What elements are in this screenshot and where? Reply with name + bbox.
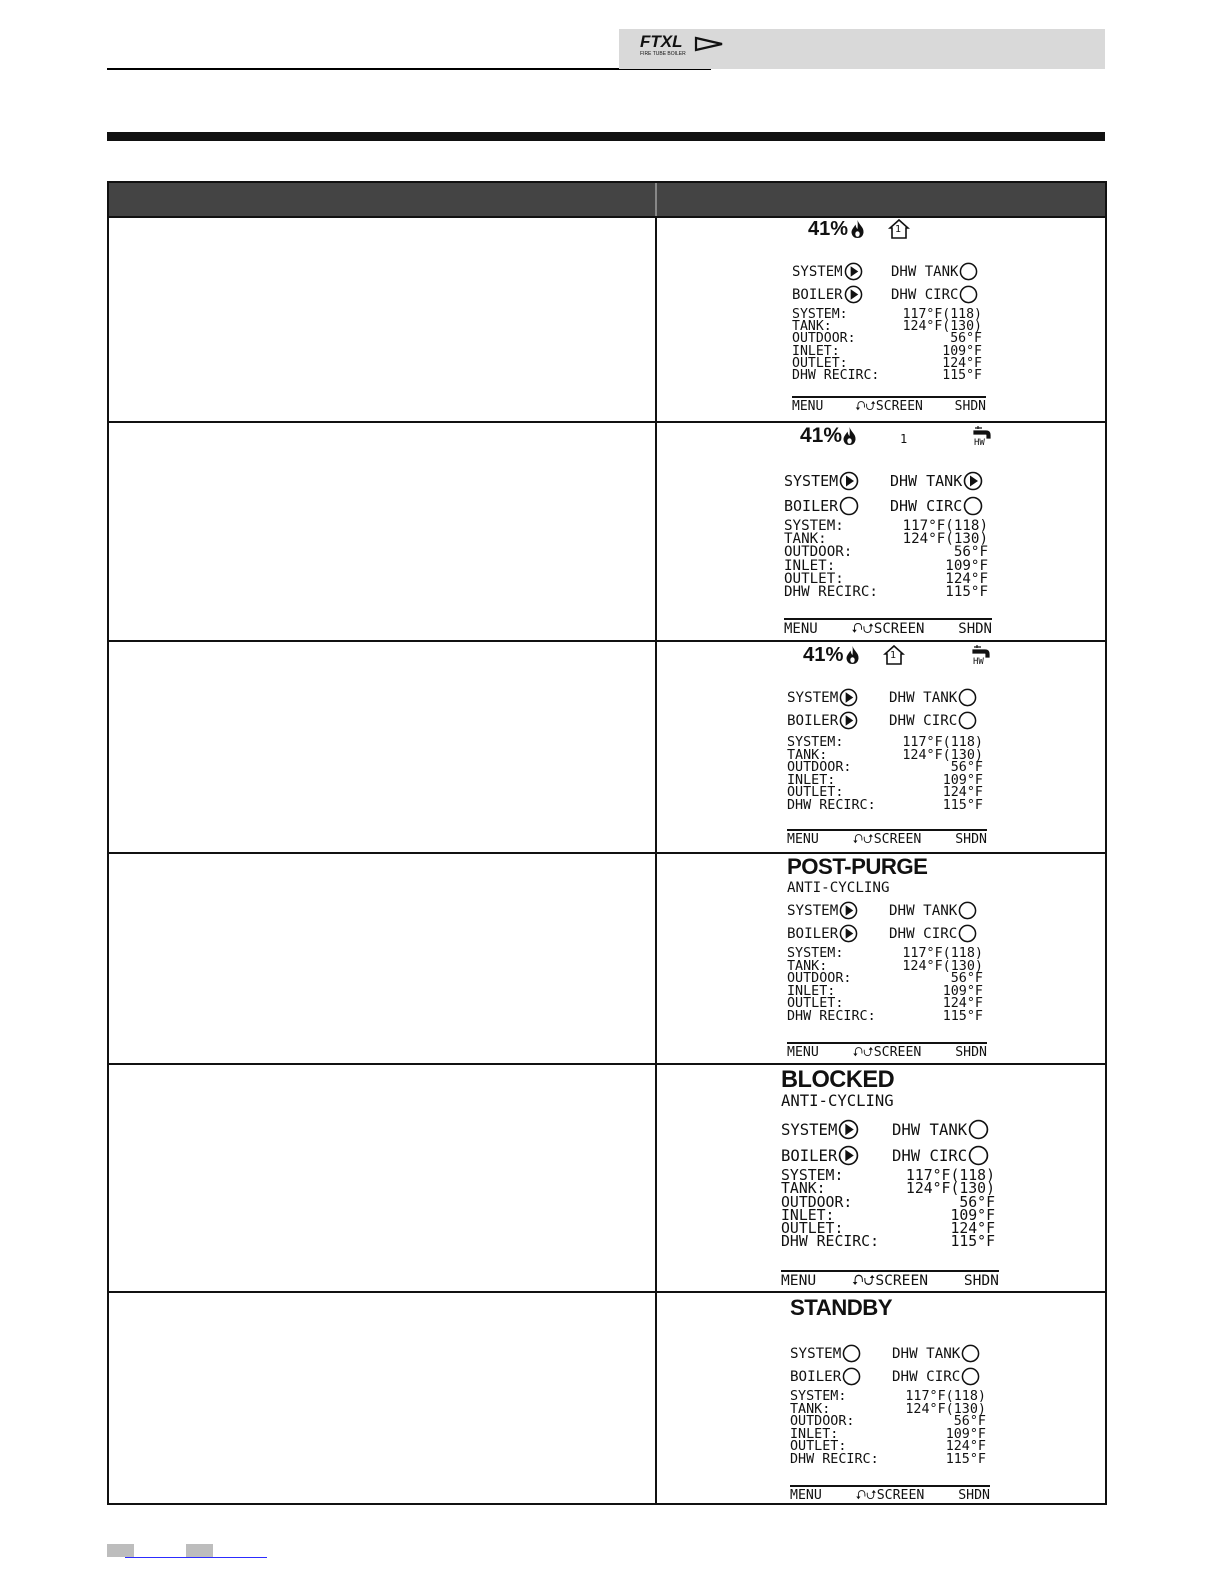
temperature-list <box>790 1391 986 1467</box>
row-description <box>109 423 657 642</box>
row-description <box>109 1293 657 1503</box>
system-pump-label: SYSTEM <box>784 472 839 490</box>
softkey-bar <box>781 1270 999 1289</box>
system-pump-label: SYSTEM <box>787 902 839 919</box>
temperature-value: 109°F <box>950 1206 995 1224</box>
boiler-pump-label: BOILER <box>787 925 839 942</box>
dhw-circ-status <box>892 1145 989 1166</box>
boiler-pump-indicator-icon <box>844 285 863 304</box>
temperature-value: 109°F <box>942 983 983 999</box>
dhw-tank-indicator-icon <box>958 688 977 707</box>
display-screen <box>790 1297 990 1501</box>
boiler-pump-status <box>787 711 858 730</box>
temperature-label: SYSTEM: <box>790 1389 847 1404</box>
temperature-value: 124°F <box>945 1439 986 1455</box>
temperature-label: DHW RECIRC: <box>792 368 880 384</box>
bottom-link-rule <box>125 1557 267 1558</box>
temperature-list <box>784 520 988 599</box>
temperature-label: OUTLET: <box>790 1439 847 1455</box>
dhw-circ-label: DHW CIRC <box>892 1368 961 1385</box>
temperature-value: 56°F <box>953 1414 986 1430</box>
system-pump-label: SYSTEM <box>781 1120 838 1139</box>
temperature-row <box>792 370 982 382</box>
dhw-tank-status <box>891 262 978 281</box>
temperature-value: 56°F <box>950 971 983 986</box>
boiler-pump-label: BOILER <box>781 1146 838 1165</box>
system-pump-indicator-icon <box>842 1344 861 1363</box>
system-pump-label: SYSTEM <box>790 1345 842 1362</box>
screen-softkey[interactable]: ⮏⮍SCREEN <box>851 1272 929 1289</box>
temperature-value: 117°F(118) <box>905 1389 986 1404</box>
dhw-circ-label: DHW CIRC <box>889 712 958 729</box>
temperature-value: 109°F <box>945 557 988 574</box>
dhw-circ-label: DHW CIRC <box>892 1146 968 1165</box>
system-pump-status <box>790 1344 861 1363</box>
flame-icon <box>845 645 860 665</box>
temperature-value: 124°F(130) <box>905 1401 986 1417</box>
temperature-label: SYSTEM: <box>792 307 848 322</box>
status-subtitle: ANTI-CYCLING <box>787 880 890 896</box>
system-pump-label: SYSTEM <box>787 689 839 706</box>
status-title: POST-PURGE <box>787 854 928 879</box>
dhw-tank-indicator-icon <box>968 1119 989 1140</box>
temperature-label: DHW RECIRC: <box>787 1008 876 1024</box>
temperature-label: TANK: <box>787 747 828 763</box>
house-zone-number: 1 <box>895 224 902 235</box>
temperature-label: OUTDOOR: <box>787 760 852 775</box>
temperature-value: 124°F <box>950 1220 995 1238</box>
dhw-circ-status <box>889 711 977 730</box>
system-pump-status <box>784 471 859 491</box>
screen-softkey[interactable]: ⮏⮍SCREEN <box>855 1488 925 1503</box>
boiler-pump-indicator-icon <box>839 496 859 516</box>
dhw-tank-label: DHW TANK <box>892 1345 961 1362</box>
temperature-label: TANK: <box>790 1401 831 1417</box>
dhw-tank-label: DHW TANK <box>892 1120 968 1139</box>
temperature-value: 115°F <box>942 797 983 813</box>
temperature-value: 56°F <box>953 544 988 561</box>
temperature-label: DHW RECIRC: <box>787 797 876 813</box>
temperature-row <box>781 1233 995 1251</box>
temperature-label: OUTDOOR: <box>784 544 853 561</box>
temperature-label: OUTDOOR: <box>787 971 852 986</box>
temperature-list <box>787 948 983 1023</box>
system-pump-indicator-icon <box>839 901 858 920</box>
temperature-value: 117°F(118) <box>905 1167 995 1184</box>
page-number-block <box>107 1544 134 1557</box>
temperature-label: OUTLET: <box>787 785 844 800</box>
boiler-pump-label: BOILER <box>784 497 839 515</box>
menu-softkey[interactable]: MENU <box>790 1488 822 1503</box>
dhw-circ-indicator-icon <box>958 924 977 943</box>
house-zone-number: 1 <box>890 650 897 661</box>
boiler-pump-status <box>787 924 858 943</box>
temperature-value: 115°F <box>942 1008 983 1024</box>
boiler-pump-status <box>781 1145 859 1166</box>
temperature-row <box>784 586 988 599</box>
boiler-pump-status <box>792 285 863 304</box>
temperature-row <box>787 1008 983 1024</box>
softkey-bar <box>784 618 992 637</box>
temperature-label: OUTDOOR: <box>792 331 856 347</box>
temperature-value: 109°F <box>942 772 983 788</box>
dhw-circ-status <box>889 924 977 943</box>
system-pump-status <box>787 688 858 707</box>
status-title: BLOCKED <box>781 1067 895 1093</box>
boiler-pump-status <box>790 1367 861 1386</box>
display-screen <box>784 425 992 638</box>
softkey-bar <box>787 829 987 848</box>
boiler-pump-label: BOILER <box>787 712 839 729</box>
dhw-tank-label: DHW TANK <box>889 902 958 919</box>
dhw-tank-indicator-icon <box>961 1344 980 1363</box>
temperature-value: 117°F(118) <box>902 518 988 534</box>
temperature-label: OUTLET: <box>784 570 844 587</box>
temperature-label: DHW RECIRC: <box>781 1233 879 1251</box>
temperature-label: SYSTEM: <box>781 1167 844 1184</box>
temperature-label: DHW RECIRC: <box>790 1451 879 1467</box>
dhw-tank-status <box>889 901 977 920</box>
temperature-label: TANK: <box>787 958 828 974</box>
system-pump-indicator-icon <box>838 1119 859 1140</box>
shutdown-softkey[interactable]: SHDN <box>955 832 987 847</box>
temperature-row <box>787 797 983 813</box>
system-pump-status <box>792 262 863 281</box>
temperature-label: INLET: <box>787 983 836 999</box>
table-header-description <box>109 183 657 216</box>
temperature-value: 124°F(130) <box>902 747 983 763</box>
temperature-value: 124°F <box>942 355 982 371</box>
temperature-label: INLET: <box>784 557 836 574</box>
system-pump-indicator-icon <box>839 471 859 491</box>
dhw-circ-indicator-icon <box>963 496 983 516</box>
dhw-circ-indicator-icon <box>968 1145 989 1166</box>
temperature-label: OUTLET: <box>792 355 848 371</box>
menu-softkey[interactable]: MENU <box>787 832 819 847</box>
dhw-circ-indicator-icon <box>958 711 977 730</box>
shutdown-softkey[interactable]: SHDN <box>954 399 986 414</box>
dhw-tank-label: DHW TANK <box>889 689 958 706</box>
temperature-list <box>792 309 982 382</box>
dhw-tank-label: DHW TANK <box>890 472 963 490</box>
shutdown-softkey[interactable]: SHDN <box>958 1488 990 1503</box>
temperature-label: SYSTEM: <box>787 735 844 750</box>
temperature-value: 56°F <box>950 331 982 347</box>
dhw-tank-indicator-icon <box>959 262 978 281</box>
row-description <box>109 642 657 854</box>
zone-number: 1 <box>900 432 908 446</box>
temperature-label: OUTDOOR: <box>790 1414 855 1430</box>
temperature-value: 56°F <box>950 760 983 775</box>
temperature-label: INLET: <box>781 1206 835 1224</box>
dhw-tank-indicator-icon <box>958 901 977 920</box>
screen-softkey[interactable]: ⮏⮍SCREEN <box>852 1045 922 1060</box>
temperature-value: 109°F <box>945 1426 986 1442</box>
temperature-label: SYSTEM: <box>784 518 844 534</box>
table-header <box>109 183 1105 218</box>
temperature-label: OUTLET: <box>781 1220 844 1238</box>
menu-softkey[interactable]: MENU <box>781 1272 817 1289</box>
temperature-value: 117°F(118) <box>902 946 983 961</box>
dhw-tank-status <box>892 1344 980 1363</box>
boiler-pump-indicator-icon <box>842 1367 861 1386</box>
temperature-value: 124°F(130) <box>902 531 988 548</box>
row-description <box>109 1065 657 1293</box>
dhw-circ-label: DHW CIRC <box>889 925 958 942</box>
softkey-bar <box>787 1042 987 1061</box>
display-screen <box>792 218 986 419</box>
temperature-value: 117°F(118) <box>902 735 983 750</box>
display-screen <box>781 1069 999 1291</box>
menu-softkey[interactable]: MENU <box>792 399 824 414</box>
system-pump-label: SYSTEM <box>792 263 843 280</box>
dhw-circ-label: DHW CIRC <box>890 497 963 515</box>
dhw-tank-status <box>889 688 977 707</box>
modulation-percent: 41% <box>808 218 849 240</box>
system-pump-status <box>787 901 858 920</box>
temperature-value: 124°F(130) <box>905 1180 995 1198</box>
dhw-tank-status <box>892 1119 989 1140</box>
status-subtitle: ANTI-CYCLING <box>781 1092 894 1110</box>
boiler-pump-indicator-icon <box>839 711 858 730</box>
temperature-list <box>781 1169 995 1249</box>
temperature-value: 115°F <box>945 1451 986 1467</box>
temperature-label: INLET: <box>792 343 840 359</box>
boiler-pump-indicator-icon <box>839 924 858 943</box>
screen-softkey[interactable]: ⮏⮍SCREEN <box>851 621 925 637</box>
temperature-value: 115°F <box>950 1233 995 1251</box>
boiler-pump-status <box>784 496 859 516</box>
softkey-bar <box>792 396 986 415</box>
temperature-value: 124°F <box>945 570 988 587</box>
dhw-circ-status <box>890 496 983 516</box>
table-header-screen <box>657 183 1105 216</box>
dhw-circ-status <box>891 285 978 304</box>
temperature-value: 56°F <box>959 1193 995 1211</box>
temperature-value: 124°F <box>942 785 983 800</box>
menu-softkey[interactable]: MENU <box>787 1045 819 1060</box>
dhw-circ-label: DHW CIRC <box>891 286 959 303</box>
system-pump-indicator-icon <box>839 688 858 707</box>
temperature-label: DHW RECIRC: <box>784 584 878 601</box>
temperature-value: 109°F <box>942 343 982 359</box>
temperature-value: 117°F(118) <box>902 307 982 322</box>
temperature-value: 124°F(130) <box>902 958 983 974</box>
flame-icon <box>850 219 865 239</box>
temperature-label: TANK: <box>784 531 827 548</box>
hot-water-label: HW <box>973 657 984 667</box>
modulation-percent: 41% <box>803 644 844 666</box>
dhw-circ-status <box>892 1367 980 1386</box>
status-title: STANDBY <box>790 1295 893 1320</box>
temperature-label: SYSTEM: <box>787 946 844 961</box>
temperature-label: INLET: <box>790 1426 839 1442</box>
temperature-label: TANK: <box>792 319 832 335</box>
temperature-value: 115°F <box>945 584 988 601</box>
temperature-label: INLET: <box>787 772 836 788</box>
shutdown-softkey[interactable]: SHDN <box>955 1045 987 1060</box>
screen-softkey[interactable]: ⮏⮍SCREEN <box>855 399 923 414</box>
dhw-circ-indicator-icon <box>961 1367 980 1386</box>
row-description <box>109 854 657 1065</box>
dhw-tank-indicator-icon <box>963 471 983 491</box>
screen-softkey[interactable]: ⮏⮍SCREEN <box>852 832 922 847</box>
boiler-pump-indicator-icon <box>838 1145 859 1166</box>
row-description <box>109 216 657 423</box>
dhw-tank-status <box>890 471 983 491</box>
temperature-value: 124°F <box>942 996 983 1011</box>
dhw-circ-indicator-icon <box>959 285 978 304</box>
menu-softkey[interactable]: MENU <box>784 621 818 637</box>
svg-text:FIRE TUBE BOILER: FIRE TUBE BOILER <box>640 51 686 57</box>
shutdown-softkey[interactable]: SHDN <box>963 1272 999 1289</box>
dhw-tank-label: DHW TANK <box>891 263 959 280</box>
flame-icon <box>842 426 857 446</box>
temperature-row <box>790 1451 986 1467</box>
modulation-percent: 41% <box>800 424 843 447</box>
page-number-block <box>186 1544 213 1557</box>
temperature-list <box>787 737 983 812</box>
shutdown-softkey[interactable]: SHDN <box>958 621 992 637</box>
temperature-value: 124°F(130) <box>902 319 982 335</box>
temperature-label: OUTLET: <box>787 996 844 1011</box>
hot-water-label: HW <box>974 438 985 448</box>
system-pump-status <box>781 1119 859 1140</box>
temperature-label: OUTDOOR: <box>781 1193 853 1211</box>
boiler-pump-label: BOILER <box>790 1368 842 1385</box>
system-pump-indicator-icon <box>844 262 863 281</box>
brand-logo <box>638 32 728 58</box>
display-screen <box>787 856 987 1061</box>
svg-text:FTXL: FTXL <box>640 32 683 51</box>
softkey-bar <box>790 1485 990 1504</box>
temperature-value: 115°F <box>942 368 982 384</box>
display-screen <box>787 644 987 850</box>
section-rule <box>107 132 1105 141</box>
temperature-label: TANK: <box>781 1180 826 1198</box>
boiler-pump-label: BOILER <box>792 286 843 303</box>
